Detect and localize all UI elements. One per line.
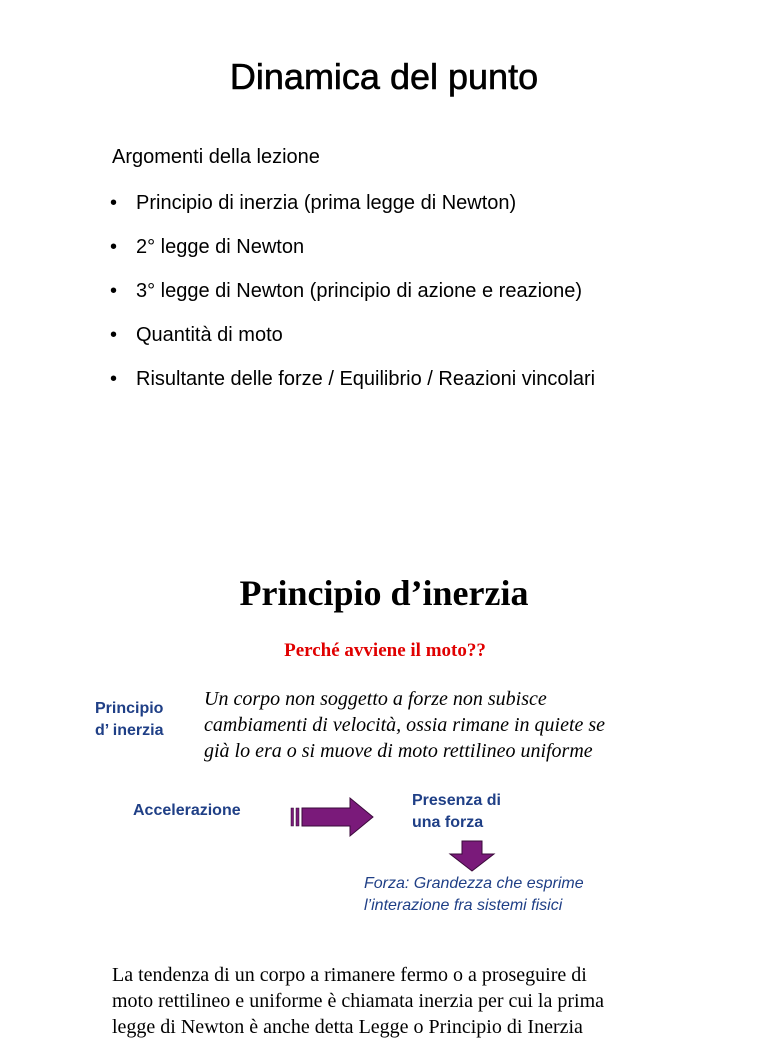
bullet-icon: • [110, 236, 118, 258]
presenza-label [412, 790, 501, 834]
force-definition-line: Forza: Grandezza che esprime [364, 875, 584, 892]
principio-label-line: Principio [95, 700, 164, 717]
bullet-icon: • [110, 368, 118, 390]
topic-list [110, 190, 595, 410]
list-item-text: Principio di inerzia (prima legge di Newton) [136, 192, 517, 214]
presenza-label-line: Presenza di [412, 792, 501, 809]
inertia-paragraph [112, 962, 672, 1040]
definition-line: Un corpo non soggetto a forze non subisce [204, 688, 547, 710]
arrow-down-icon [448, 840, 496, 872]
list-item [110, 190, 595, 234]
list-item-text: Risultante delle forze / Equilibrio / Reazioni vincolari [136, 368, 596, 390]
force-definition-line: l’interazione fra sistemi fisici [364, 897, 563, 914]
list-item [110, 234, 595, 278]
paragraph-line: moto rettilineo e uniforme è chiamata inerzia per cui la prima [112, 990, 605, 1012]
principio-label-line: d’ inerzia [95, 722, 164, 739]
principio-label [95, 698, 185, 742]
slide1-subtitle: Argomenti della lezione [112, 146, 320, 168]
paragraph-line: La tendenza di un corpo a rimanere fermo o a proseguire di [112, 964, 587, 986]
list-item [110, 322, 595, 366]
list-item-text: Quantità di moto [136, 324, 283, 346]
arrow-right-icon [288, 796, 376, 838]
bullet-icon: • [110, 280, 118, 302]
paragraph-line: legge di Newton è anche detta Legge o Principio di Inerzia [112, 1016, 583, 1038]
definition-line: cambiamenti di velocità, ossia rimane in quiete se [204, 714, 606, 736]
acceleration-label: Accelerazione [133, 802, 241, 819]
list-item-text: 2° legge di Newton [136, 236, 305, 258]
inertia-definition [204, 686, 674, 764]
force-definition [364, 873, 584, 917]
slide2-title: Principio d’inerzia [239, 573, 529, 613]
bullet-icon: • [110, 324, 118, 346]
presenza-label-line: una forza [412, 814, 484, 831]
slide1-title: Dinamica del punto [229, 56, 539, 97]
list-item-text: 3° legge di Newton (principio di azione e reazione) [136, 280, 583, 302]
list-item [110, 366, 595, 410]
question-text: Perché avviene il moto?? [284, 640, 486, 661]
bullet-icon: • [110, 192, 118, 214]
definition-line: già lo era o si muove di moto rettilineo uniforme [204, 740, 593, 762]
list-item [110, 278, 595, 322]
